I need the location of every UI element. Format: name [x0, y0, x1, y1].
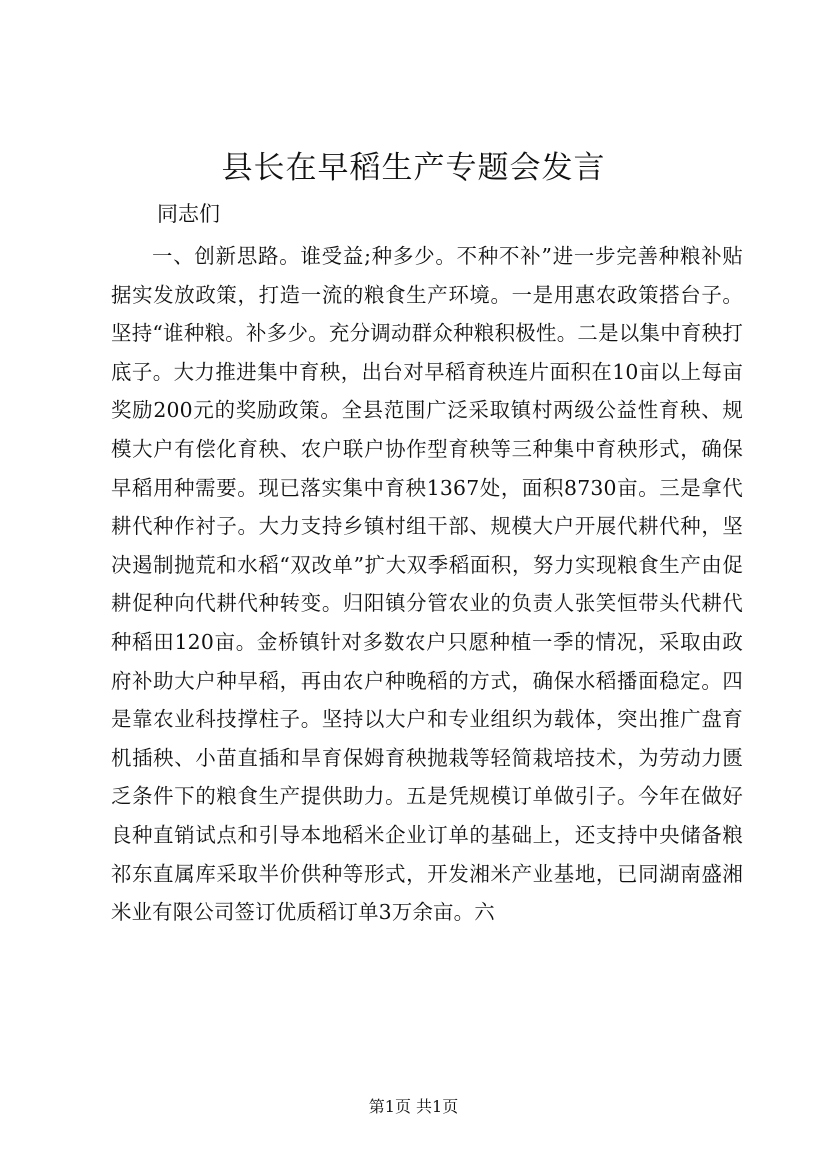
page-footer — [0, 1095, 827, 1119]
page-number-label: 第1页 共1页 — [368, 1097, 459, 1116]
body-paragraph: 一、创新思路。谁受益;种多少。不种不补”进一步完善种粮补贴据实发放政策，打造一流的粮食生产环境。一是用惠农政策搭台子。坚持“谁种粮。补多少。充分调动群众种粮积极性。二是以集中育秧打底子。大力推进集中育秧，出台对早稻育秧连片面积在10亩以上每亩奖励200元的奖励政策。全县范围广泛采取镇村两级公益性育秧、规模大户有偿化育秧、农户联户协作型育秧等三种集中育秧形式，确保早稻用种需要。现已落实集中育秧1367处，面积8730亩。三是拿代耕代种作衬子。大力支持乡镇村组干部、规模大户开展代耕代种，坚决遏制抛荒和水稻“双改单”扩大双季稻面积，努力实现粮食生产由促耕促种向代耕代种转变。归阳镇分管农业的负责人张笑恒带头代耕代种稻田120亩。金桥镇针对多数农户只愿种植一季的情况，采取由政府补助大户种早稻，再由农户种晚稻的方式，确保水稻播面稳定。四是靠农业科技撑柱子。坚持以大户和专业组织为载体，突出推广盘育机插秧、小苗直插和旱育保姆育秧抛栽等轻简栽培技术，为劳动力匮乏条件下的粮食生产提供助力。五是凭规模订单做引子。今年在做好良种直销试点和引导本地稻米企业订单的基础上，还支持中央储备粮祁东直属库采取半价供种等形式，开发湘米产业基地，已同湖南盛湘米业有限公司签订优质稻订单3万余亩。六 — [111, 244, 743, 925]
salutation: 同志们 — [157, 202, 220, 226]
document-title: 县长在早稻生产专题会发言 — [221, 150, 606, 186]
